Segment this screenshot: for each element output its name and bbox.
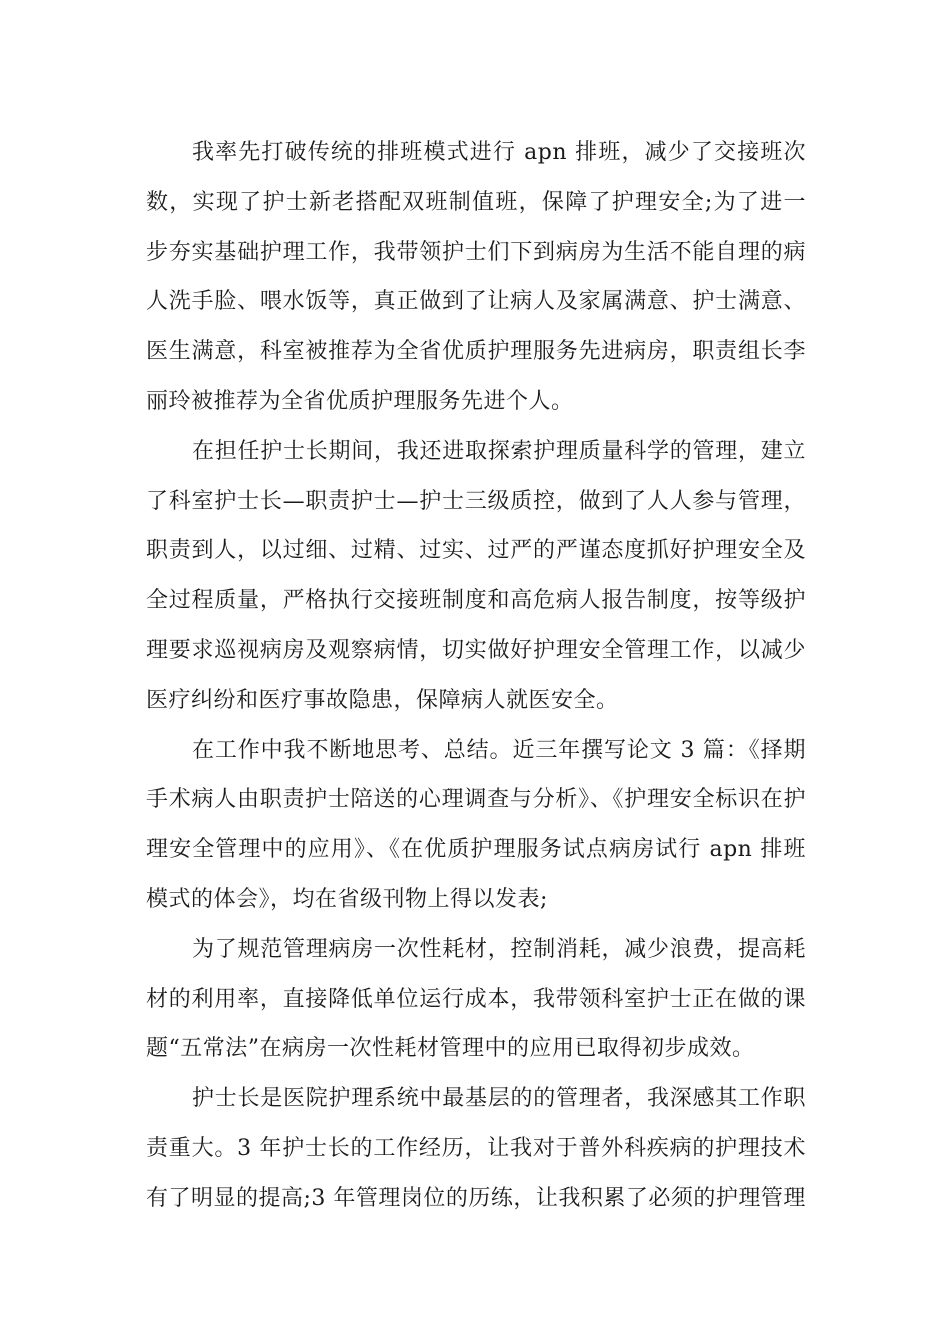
paragraph-quality-control: 在担任护士长期间，我还进取探索护理质量科学的管理，建立了科室护士长—职责护士—护士三级质控，做到了人人参与管理，职责到人，以过细、过精、过实、过严的严谨态度抓好护理安全及全过程质量，严格执行交接班制度和高危病人报告制度，按等级护理要求巡视病房及观察病情，切实做好护理安全管理工作，以减少医疗纠纷和医疗事故隐患，保障病人就医安全。 [146,438,806,713]
document-body [146,128,806,1224]
paragraph-apn-scheduling: 我率先打破传统的排班模式进行 apn 排班，减少了交接班次数，实现了护士新老搭配双班制值班，保障了护理安全;为了进一步夯实基础护理工作，我带领护士们下到病房为生活不能自理的病人洗手脸、喂水饭等，真正做到了让病人及家属满意、护士满意、医生满意，科室被推荐为全省优质护理服务先进病房，职责组长李丽玲被推荐为全省优质护理服务先进个人。 [146,140,806,414]
paragraph-head-nurse-reflection: 护士长是医院护理系统中最基层的的管理者，我深感其工作职责重大。3 年护士长的工作经历，让我对于普外科疾病的护理技术有了明显的提高;3 年管理岗位的历练，让我积累了必须的护理管理 [146,1086,806,1211]
paragraph-consumables: 为了规范管理病房一次性耗材，控制消耗，减少浪费，提高耗材的利用率，直接降低单位运行成本，我带领科室护士正在做的课题“五常法”在病房一次性耗材管理中的应用已取得初步成效。 [146,936,806,1062]
paragraph-publications: 在工作中我不断地思考、总结。近三年撰写论文 3 篇：《择期手术病人由职责护士陪送的心理调查与分析》、《护理安全标识在护理安全管理中的应用》、《在优质护理服务试点病房试行 apn 排班模式的体会》，均在省级刊物上得以发表; [146,737,806,912]
